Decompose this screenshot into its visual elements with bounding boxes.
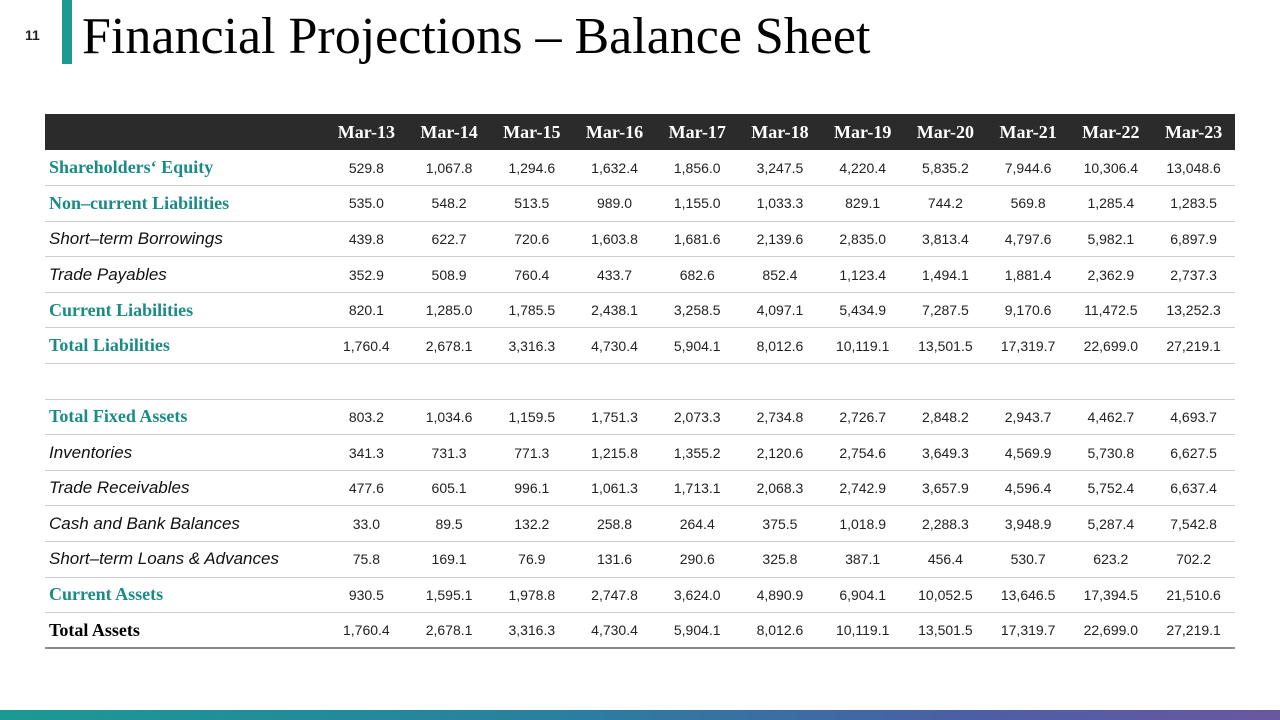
value-cell: 3,657.9 [904, 470, 987, 506]
value-cell: 3,316.3 [490, 613, 573, 649]
value-cell: 1,760.4 [325, 328, 408, 364]
value-cell: 2,362.9 [1069, 257, 1152, 293]
value-cell: 22,699.0 [1069, 328, 1152, 364]
value-cell: 22,699.0 [1069, 613, 1152, 649]
value-cell: 2,747.8 [573, 577, 656, 613]
value-cell: 1,294.6 [490, 150, 573, 186]
value-cell: 996.1 [490, 470, 573, 506]
value-cell: 10,119.1 [821, 328, 904, 364]
value-cell: 1,061.3 [573, 470, 656, 506]
value-cell: 6,897.9 [1152, 221, 1235, 257]
row-label: Non–current Liabilities [45, 186, 325, 222]
value-cell: 27,219.1 [1152, 328, 1235, 364]
table-row [45, 435, 1235, 471]
value-cell [325, 364, 408, 400]
value-cell: 7,287.5 [904, 292, 987, 328]
value-cell: 13,501.5 [904, 613, 987, 649]
value-cell: 2,068.3 [739, 470, 822, 506]
value-cell: 508.9 [408, 257, 491, 293]
value-cell: 4,462.7 [1069, 399, 1152, 435]
value-cell: 325.8 [739, 542, 822, 578]
value-cell: 605.1 [408, 470, 491, 506]
value-cell: 477.6 [325, 470, 408, 506]
value-cell: 75.8 [325, 542, 408, 578]
value-cell: 548.2 [408, 186, 491, 222]
row-label: Total Fixed Assets [45, 399, 325, 435]
table-body [45, 150, 1235, 648]
value-cell: 439.8 [325, 221, 408, 257]
value-cell: 13,501.5 [904, 328, 987, 364]
value-cell: 6,637.4 [1152, 470, 1235, 506]
value-cell: 2,678.1 [408, 328, 491, 364]
value-cell: 2,835.0 [821, 221, 904, 257]
value-cell: 169.1 [408, 542, 491, 578]
table-row [45, 399, 1235, 435]
row-label: Shareholders‘ Equity [45, 150, 325, 186]
value-cell: 2,734.8 [739, 399, 822, 435]
value-cell: 1,215.8 [573, 435, 656, 471]
value-cell: 1,881.4 [987, 257, 1070, 293]
table-row [45, 613, 1235, 649]
table-row [45, 542, 1235, 578]
column-header: Mar-20 [916, 121, 975, 142]
value-cell: 17,319.7 [987, 613, 1070, 649]
value-cell: 2,438.1 [573, 292, 656, 328]
value-cell: 2,848.2 [904, 399, 987, 435]
value-cell: 2,678.1 [408, 613, 491, 649]
value-cell: 1,494.1 [904, 257, 987, 293]
value-cell: 89.5 [408, 506, 491, 542]
value-cell: 1,033.3 [739, 186, 822, 222]
row-label: Inventories [45, 435, 325, 471]
row-label [45, 364, 325, 400]
value-cell: 1,603.8 [573, 221, 656, 257]
value-cell: 4,693.7 [1152, 399, 1235, 435]
value-cell [904, 364, 987, 400]
row-label: Short–term Loans & Advances [45, 542, 325, 578]
value-cell: 622.7 [408, 221, 491, 257]
value-cell: 4,097.1 [739, 292, 822, 328]
value-cell: 6,627.5 [1152, 435, 1235, 471]
row-label: Total Liabilities [45, 328, 325, 364]
title-accent-bar [62, 0, 72, 64]
value-cell: 1,785.5 [490, 292, 573, 328]
bottom-gradient-band [0, 710, 1280, 720]
value-cell: 387.1 [821, 542, 904, 578]
value-cell: 7,542.8 [1152, 506, 1235, 542]
value-cell: 4,569.9 [987, 435, 1070, 471]
column-header: Mar-14 [420, 121, 478, 142]
value-cell [1069, 364, 1152, 400]
value-cell: 11,472.5 [1069, 292, 1152, 328]
value-cell: 264.4 [656, 506, 739, 542]
value-cell: 352.9 [325, 257, 408, 293]
balance-sheet-table-container [45, 114, 1235, 649]
value-cell: 535.0 [325, 186, 408, 222]
value-cell: 623.2 [1069, 542, 1152, 578]
value-cell: 290.6 [656, 542, 739, 578]
table-row [45, 506, 1235, 542]
value-cell: 76.9 [490, 542, 573, 578]
value-cell: 6,904.1 [821, 577, 904, 613]
column-header: Mar-15 [503, 121, 561, 142]
value-cell: 5,835.2 [904, 150, 987, 186]
value-cell: 3,813.4 [904, 221, 987, 257]
value-cell: 2,726.7 [821, 399, 904, 435]
value-cell [490, 364, 573, 400]
value-cell: 1,595.1 [408, 577, 491, 613]
value-cell: 4,220.4 [821, 150, 904, 186]
page-title: Financial Projections – Balance Sheet [82, 8, 871, 65]
row-label: Current Liabilities [45, 292, 325, 328]
value-cell: 13,646.5 [987, 577, 1070, 613]
value-cell: 2,139.6 [739, 221, 822, 257]
value-cell: 720.6 [490, 221, 573, 257]
value-cell: 3,316.3 [490, 328, 573, 364]
value-cell: 1,285.0 [408, 292, 491, 328]
value-cell: 702.2 [1152, 542, 1235, 578]
value-cell: 10,052.5 [904, 577, 987, 613]
row-label: Trade Payables [45, 257, 325, 293]
value-cell: 682.6 [656, 257, 739, 293]
value-cell: 13,048.6 [1152, 150, 1235, 186]
value-cell: 7,944.6 [987, 150, 1070, 186]
value-cell: 2,737.3 [1152, 257, 1235, 293]
header-label-cell [45, 114, 325, 150]
value-cell: 341.3 [325, 435, 408, 471]
value-cell: 3,258.5 [656, 292, 739, 328]
value-cell: 1,355.2 [656, 435, 739, 471]
value-cell: 529.8 [325, 150, 408, 186]
value-cell: 1,283.5 [1152, 186, 1235, 222]
value-cell: 1,018.9 [821, 506, 904, 542]
value-cell: 1,123.4 [821, 257, 904, 293]
value-cell: 989.0 [573, 186, 656, 222]
value-cell: 1,713.1 [656, 470, 739, 506]
value-cell: 1,155.0 [656, 186, 739, 222]
value-cell: 258.8 [573, 506, 656, 542]
value-cell: 5,287.4 [1069, 506, 1152, 542]
table-row [45, 577, 1235, 613]
column-header: Mar-13 [337, 121, 396, 142]
table-row [45, 150, 1235, 186]
value-cell: 433.7 [573, 257, 656, 293]
column-header: Mar-23 [1164, 121, 1223, 142]
row-label: Cash and Bank Balances [45, 506, 325, 542]
row-label: Short–term Borrowings [45, 221, 325, 257]
value-cell [987, 364, 1070, 400]
value-cell: 4,890.9 [739, 577, 822, 613]
value-cell: 1,681.6 [656, 221, 739, 257]
value-cell: 1,034.6 [408, 399, 491, 435]
value-cell: 513.5 [490, 186, 573, 222]
row-label: Trade Receivables [45, 470, 325, 506]
value-cell: 5,730.8 [1069, 435, 1152, 471]
table-row [45, 186, 1235, 222]
value-cell: 1,760.4 [325, 613, 408, 649]
value-cell: 744.2 [904, 186, 987, 222]
value-cell: 8,012.6 [739, 613, 822, 649]
value-cell: 17,394.5 [1069, 577, 1152, 613]
value-cell: 5,752.4 [1069, 470, 1152, 506]
value-cell: 1,856.0 [656, 150, 739, 186]
column-header: Mar-21 [999, 121, 1057, 142]
value-cell: 1,978.8 [490, 577, 573, 613]
value-cell [821, 364, 904, 400]
value-cell: 2,943.7 [987, 399, 1070, 435]
table-row [45, 292, 1235, 328]
value-cell: 8,012.6 [739, 328, 822, 364]
table-row [45, 364, 1235, 400]
value-cell: 132.2 [490, 506, 573, 542]
value-cell: 1,159.5 [490, 399, 573, 435]
row-label: Total Assets [45, 613, 325, 649]
value-cell: 3,948.9 [987, 506, 1070, 542]
table-row [45, 257, 1235, 293]
table-row [45, 470, 1235, 506]
value-cell: 10,306.4 [1069, 150, 1152, 186]
table-header-row [45, 114, 1235, 150]
value-cell: 803.2 [325, 399, 408, 435]
value-cell: 13,252.3 [1152, 292, 1235, 328]
value-cell: 852.4 [739, 257, 822, 293]
value-cell: 4,730.4 [573, 328, 656, 364]
value-cell: 2,120.6 [739, 435, 822, 471]
value-cell: 930.5 [325, 577, 408, 613]
row-label: Current Assets [45, 577, 325, 613]
value-cell: 2,073.3 [656, 399, 739, 435]
value-cell: 1,751.3 [573, 399, 656, 435]
value-cell [1152, 364, 1235, 400]
table-row [45, 221, 1235, 257]
value-cell: 5,904.1 [656, 328, 739, 364]
column-header: Mar-17 [668, 121, 726, 142]
value-cell [739, 364, 822, 400]
value-cell: 5,904.1 [656, 613, 739, 649]
value-cell: 2,288.3 [904, 506, 987, 542]
value-cell: 829.1 [821, 186, 904, 222]
page-number: 11 [25, 27, 40, 43]
value-cell: 5,434.9 [821, 292, 904, 328]
value-cell [408, 364, 491, 400]
value-cell: 10,119.1 [821, 613, 904, 649]
column-header: Mar-19 [834, 121, 892, 142]
value-cell: 1,067.8 [408, 150, 491, 186]
column-header: Mar-16 [585, 121, 644, 142]
value-cell: 820.1 [325, 292, 408, 328]
value-cell: 4,596.4 [987, 470, 1070, 506]
table-row [45, 328, 1235, 364]
column-header: Mar-18 [751, 121, 809, 142]
value-cell: 5,982.1 [1069, 221, 1152, 257]
value-cell: 771.3 [490, 435, 573, 471]
value-cell: 2,754.6 [821, 435, 904, 471]
value-cell: 569.8 [987, 186, 1070, 222]
value-cell: 3,649.3 [904, 435, 987, 471]
value-cell: 4,730.4 [573, 613, 656, 649]
value-cell: 3,247.5 [739, 150, 822, 186]
value-cell: 131.6 [573, 542, 656, 578]
value-cell [573, 364, 656, 400]
value-cell: 530.7 [987, 542, 1070, 578]
value-cell: 4,797.6 [987, 221, 1070, 257]
column-header: Mar-22 [1082, 121, 1140, 142]
value-cell: 9,170.6 [987, 292, 1070, 328]
value-cell: 1,632.4 [573, 150, 656, 186]
balance-sheet-table [45, 114, 1235, 649]
value-cell: 3,624.0 [656, 577, 739, 613]
value-cell: 731.3 [408, 435, 491, 471]
value-cell: 33.0 [325, 506, 408, 542]
value-cell: 21,510.6 [1152, 577, 1235, 613]
value-cell: 2,742.9 [821, 470, 904, 506]
value-cell: 456.4 [904, 542, 987, 578]
value-cell: 17,319.7 [987, 328, 1070, 364]
value-cell [656, 364, 739, 400]
value-cell: 1,285.4 [1069, 186, 1152, 222]
value-cell: 27,219.1 [1152, 613, 1235, 649]
value-cell: 375.5 [739, 506, 822, 542]
value-cell: 760.4 [490, 257, 573, 293]
